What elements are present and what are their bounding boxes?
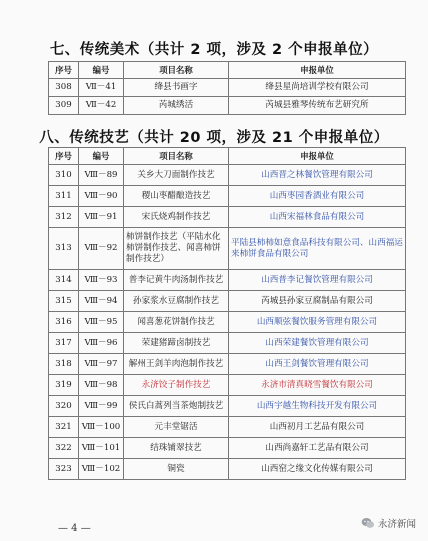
page-number: — 4 — <box>58 523 91 534</box>
cell-name: 绛县书画字 <box>124 79 229 97</box>
table-row <box>49 459 406 480</box>
cell-unit: 山西宇越生物科技开发有限公司 <box>229 396 406 417</box>
cell-no: 317 <box>49 333 79 354</box>
cell-name: 结珠铺翠技艺 <box>124 438 229 459</box>
cell-name: 元丰堂锯活 <box>124 417 229 438</box>
header-code: 编号 <box>79 148 124 165</box>
cell-name: 侯氏白蒿列当茶炮制技艺 <box>124 396 229 417</box>
cell-no: 316 <box>49 312 79 333</box>
table-header-row <box>49 148 406 165</box>
cell-name: 解州王剑羊肉泡制作技艺 <box>124 354 229 375</box>
table-row <box>49 270 406 291</box>
cell-name: 宋氏烧鸡制作技艺 <box>124 207 229 228</box>
cell-unit: 芮城县雅琴传统布艺研究所 <box>229 97 406 115</box>
cell-code: Ⅷ－89 <box>79 165 124 186</box>
cell-code: Ⅷ－93 <box>79 270 124 291</box>
cell-unit: 平陆县柿柿如意食品科技有限公司、山西福运来柿饼食品有限公司 <box>229 228 406 270</box>
cell-no: 312 <box>49 207 79 228</box>
cell-code: Ⅷ－97 <box>79 354 124 375</box>
table-row <box>49 186 406 207</box>
cell-unit: 山西宋福林食品有限公司 <box>229 207 406 228</box>
cell-unit: 山西尚嘉轩工艺品有限公司 <box>229 438 406 459</box>
cell-code: Ⅷ－91 <box>79 207 124 228</box>
cell-code: Ⅶ－41 <box>79 79 124 97</box>
cell-no: 318 <box>49 354 79 375</box>
cell-unit: 绛县星尚培训学校有限公司 <box>229 79 406 97</box>
cell-unit: 山西王剑餐饮管理有限公司 <box>229 354 406 375</box>
header-unit: 申报单位 <box>229 148 406 165</box>
cell-unit: 芮城县孙家豆腐制品有限公司 <box>229 291 406 312</box>
cell-name: 芮城绣活 <box>124 97 229 115</box>
watermark <box>361 516 416 530</box>
cell-name: 稷山枣醋酿造技艺 <box>124 186 229 207</box>
cell-unit: 山西窑之缘文化传媒有限公司 <box>229 459 406 480</box>
section-8-title: 八、传统技艺（共计 20 项，涉及 21 个申报单位） <box>39 130 389 146</box>
cell-unit: 山西荣建餐饮管理有限公司 <box>229 333 406 354</box>
cell-unit: 山西顺弦餐饮服务管理有限公司 <box>229 312 406 333</box>
header-name: 项目名称 <box>124 148 229 165</box>
cell-code: Ⅷ－99 <box>79 396 124 417</box>
table-row <box>49 165 406 186</box>
cell-unit: 山西枣园香酒业有限公司 <box>229 186 406 207</box>
cell-unit: 山西晋之林餐饮管理有限公司 <box>229 165 406 186</box>
cell-name: 铜瓷 <box>124 459 229 480</box>
cell-name: 孙家浆水豆腐制作技艺 <box>124 291 229 312</box>
cell-no: 308 <box>49 79 79 97</box>
cell-no: 313 <box>49 228 79 270</box>
section-7-table <box>48 61 406 115</box>
table-row <box>49 375 406 396</box>
table-row <box>49 333 406 354</box>
cell-code: Ⅶ－42 <box>79 97 124 115</box>
header-name: 项目名称 <box>124 62 229 79</box>
table-row <box>49 291 406 312</box>
cell-code: Ⅷ－94 <box>79 291 124 312</box>
table-row <box>49 312 406 333</box>
cell-no: 309 <box>49 97 79 115</box>
header-no: 序号 <box>49 148 79 165</box>
cell-no: 314 <box>49 270 79 291</box>
cell-name: 闻喜葱花饼制作技艺 <box>124 312 229 333</box>
cell-name: 普李记黄牛肉汤制作技艺 <box>124 270 229 291</box>
cell-no: 320 <box>49 396 79 417</box>
section-8-table <box>48 147 406 480</box>
cell-name: 关乡大刀面制作技艺 <box>124 165 229 186</box>
cell-code: Ⅷ－100 <box>79 417 124 438</box>
table-row <box>49 207 406 228</box>
cell-code: Ⅷ－101 <box>79 438 124 459</box>
cell-no: 322 <box>49 438 79 459</box>
header-no: 序号 <box>49 62 79 79</box>
table-row <box>49 354 406 375</box>
table-row <box>49 79 406 97</box>
cell-code: Ⅷ－90 <box>79 186 124 207</box>
cell-no: 315 <box>49 291 79 312</box>
cell-code: Ⅷ－102 <box>79 459 124 480</box>
cell-no: 311 <box>49 186 79 207</box>
cell-unit: 永济市清真晓雪餐饮有限公司 <box>229 375 406 396</box>
cell-no: 310 <box>49 165 79 186</box>
header-code: 编号 <box>79 62 124 79</box>
table-header-row <box>49 62 406 79</box>
cell-name: 柿饼制作技艺（平陆水化柿饼制作技艺、闻喜柿饼制作技艺） <box>124 228 229 270</box>
section-7-title: 七、传统美术（共计 2 项，涉及 2 个申报单位） <box>49 42 379 58</box>
cell-no: 323 <box>49 459 79 480</box>
watermark-label: 永济新闻 <box>377 519 416 530</box>
wechat-icon <box>361 516 375 530</box>
table-row <box>49 417 406 438</box>
cell-name: 荣建猪蹄卤制技艺 <box>124 333 229 354</box>
cell-no: 319 <box>49 375 79 396</box>
table-row <box>49 228 406 270</box>
cell-code: Ⅷ－98 <box>79 375 124 396</box>
cell-unit: 山西初月工艺品有限公司 <box>229 417 406 438</box>
cell-code: Ⅷ－95 <box>79 312 124 333</box>
cell-no: 321 <box>49 417 79 438</box>
cell-code: Ⅷ－92 <box>79 228 124 270</box>
table-row <box>49 97 406 115</box>
cell-name: 永济饺子制作技艺 <box>124 375 229 396</box>
table-row <box>49 438 406 459</box>
cell-unit: 山西普李记餐饮管理有限公司 <box>229 270 406 291</box>
header-unit: 申报单位 <box>229 62 406 79</box>
table-row <box>49 396 406 417</box>
cell-code: Ⅷ－96 <box>79 333 124 354</box>
